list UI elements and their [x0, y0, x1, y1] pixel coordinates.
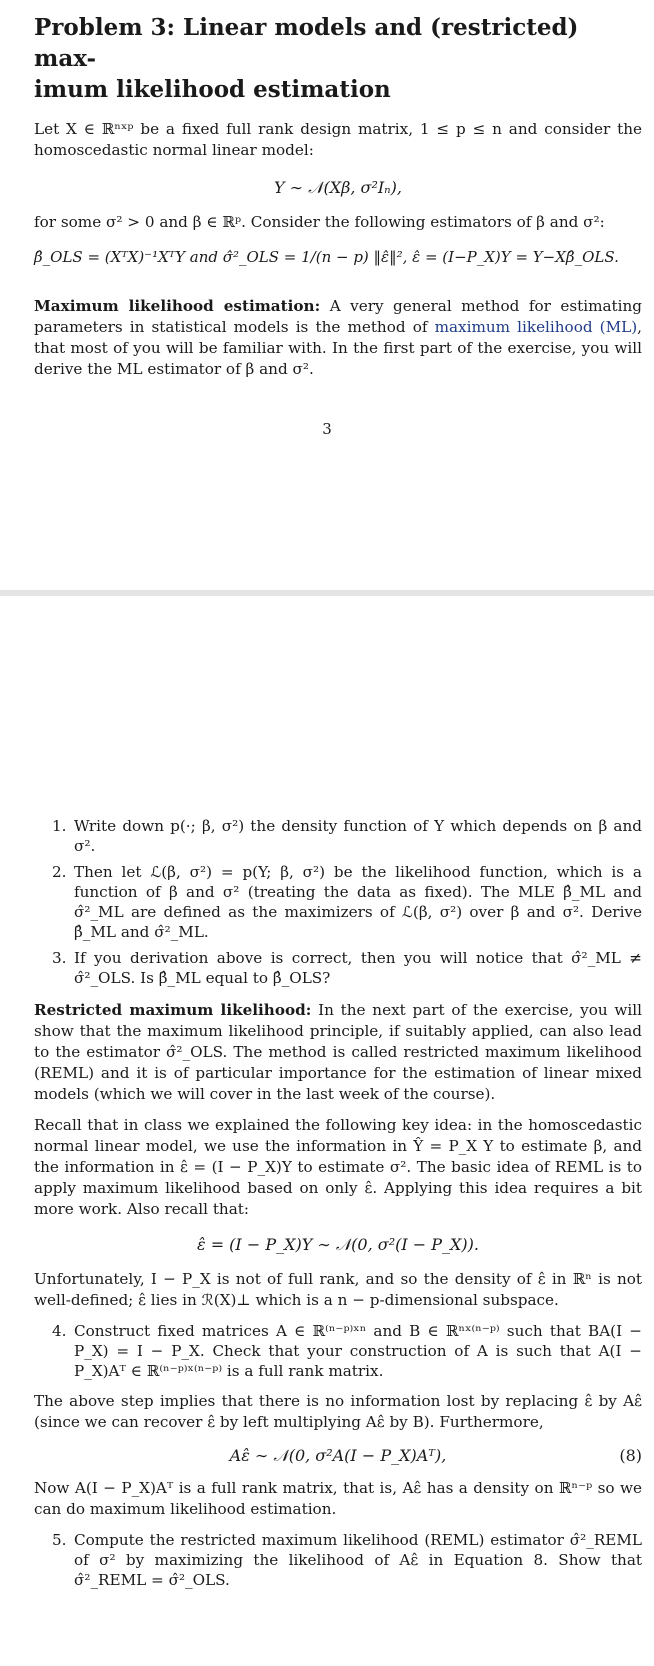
- reml-text: In the next part of the exercise, you will show that the maximum likelihood principle, if suitably applied, can also lead to the estimator σ̂²_OLS. The method is called restricted maximum likelihood (REML) and it is of particular importance for the estimation of linear mixed models (which we will cover in the last week of the course).: [34, 1001, 643, 1103]
- question-number: 5.: [52, 1531, 67, 1549]
- question-text: Write down p(·; β, σ²) the density function of Y which depends on β and σ².: [74, 817, 642, 855]
- estimators-intro: for some σ² > 0 and β ∈ ℝᵖ. Consider the following estimators of β and σ²:: [34, 213, 605, 231]
- title-line-2: imum likelihood estimation: [34, 76, 391, 103]
- equation-8-label: (8): [619, 1446, 642, 1465]
- residual-equation: ε̂ = (I − P_X)Y ∼ 𝒩(0, σ²(I − P_X)).: [197, 1235, 479, 1254]
- question-number: 4.: [52, 1322, 67, 1340]
- mle-heading: Maximum likelihood estimation:: [34, 297, 321, 315]
- estimators-equation: β̂_OLS = (XᵀX)⁻¹XᵀY and σ̂²_OLS = 1/(n − p) ‖ε̂‖², ε̂ = (I−P_X)Y = Y−Xβ̂_OLS.: [34, 248, 619, 266]
- question-number: 1.: [52, 817, 67, 835]
- reml-question-list-a: [34, 1321, 642, 1381]
- reml-question-list-b: [34, 1530, 642, 1590]
- above-paragraph: The above step implies that there is no information lost by replacing ε̂ by Aε̂ (since we can recover ε̂ by left multiplying Aε̂ by B). Furthermore,: [34, 1392, 642, 1431]
- mle-text-after: , that most of you will be familiar with. In the first part of the exercise, you will derive the ML estimator of β and σ².: [34, 318, 642, 378]
- question-5: [52, 1530, 642, 1590]
- question-text: Then let ℒ(β, σ²) = p(Y; β, σ²) be the likelihood function, which is a function of β and σ² (treating the data as fixed). The MLE β̂_ML and σ̂²_ML are defined as the maximizers of ℒ(β, σ²) over β and σ². Derive β̂_ML and σ̂²_ML.: [74, 863, 642, 941]
- question-4: [52, 1321, 642, 1381]
- mle-paragraph: [34, 296, 642, 380]
- page-number: 3: [322, 420, 332, 438]
- mle-text-before: A very general method for estimating parameters in statistical models is the method of: [34, 297, 642, 336]
- question-text: Compute the restricted maximum likelihood (REML) estimator σ̂²_REML of σ² by maximizing the likelihood of Aε̂ in Equation 8. Show that σ̂²_REML = σ̂²_OLS.: [74, 1531, 642, 1589]
- unfortunately-paragraph: Unfortunately, I − P_X is not of full rank, and so the density of ε̂ in ℝⁿ is not well-defined; ε̂ lies in ℛ(X)⊥ which is a n − p-dimensional subspace.: [34, 1270, 642, 1309]
- reml-paragraph: [34, 1000, 642, 1105]
- intro-paragraph: Let X ∈ ℝⁿˣᵖ be a fixed full rank design matrix, 1 ≤ p ≤ n and consider the homoscedastic normal linear model:: [34, 120, 642, 159]
- equation-8-body: Aε̂ ∼ 𝒩(0, σ²A(I − P_X)Aᵀ),: [229, 1446, 447, 1465]
- now-paragraph: Now A(I − P_X)Aᵀ is a full rank matrix, that is, Aε̂ has a density on ℝⁿ⁻ᵖ so we can do maximum likelihood estimation.: [34, 1479, 642, 1518]
- question-number: 3.: [52, 949, 67, 967]
- ml-question-list: [34, 816, 642, 988]
- recall-paragraph: Recall that in class we explained the following key idea: in the homoscedastic normal linear model, we use the information in Ŷ = P_X Y to estimate β, and the information in ε̂ = (I − P_X)Y to estimate σ². The basic idea of REML is to apply maximum likelihood based on only ε̂. Applying this idea requires a bit more work. Also recall that:: [34, 1116, 642, 1218]
- mle-link[interactable]: maximum likelihood (ML): [434, 318, 638, 336]
- question-number: 2.: [52, 863, 67, 881]
- question-1: [52, 816, 642, 856]
- model-equation: Y ∼ 𝒩(Xβ, σ²Iₙ),: [274, 178, 402, 197]
- question-3: [52, 948, 642, 988]
- title-line-1: Problem 3: Linear models and (restricted) max-: [34, 14, 579, 72]
- question-text: If you derivation above is correct, then you will notice that σ̂²_ML ≠ σ̂²_OLS. Is β̂_ML equal to β̂_OLS?: [74, 949, 642, 987]
- question-2: [52, 862, 642, 942]
- reml-heading: Restricted maximum likelihood:: [34, 1001, 312, 1019]
- problem-title: [34, 12, 642, 105]
- page-1: [0, 0, 654, 590]
- page-1-content: [34, 12, 642, 380]
- equation-8: [34, 1445, 642, 1466]
- page-2-content: [34, 816, 642, 1590]
- page-2: [0, 596, 654, 1666]
- question-text: Construct fixed matrices A ∈ ℝ⁽ⁿ⁻ᵖ⁾ˣⁿ and B ∈ ℝⁿˣ⁽ⁿ⁻ᵖ⁾ such that BA(I − P_X) = I − P_X. Check that your construction of A is such that A(I − P_X)Aᵀ ∈ ℝ⁽ⁿ⁻ᵖ⁾ˣ⁽ⁿ⁻ᵖ⁾ is a full rank matrix.: [74, 1322, 642, 1380]
